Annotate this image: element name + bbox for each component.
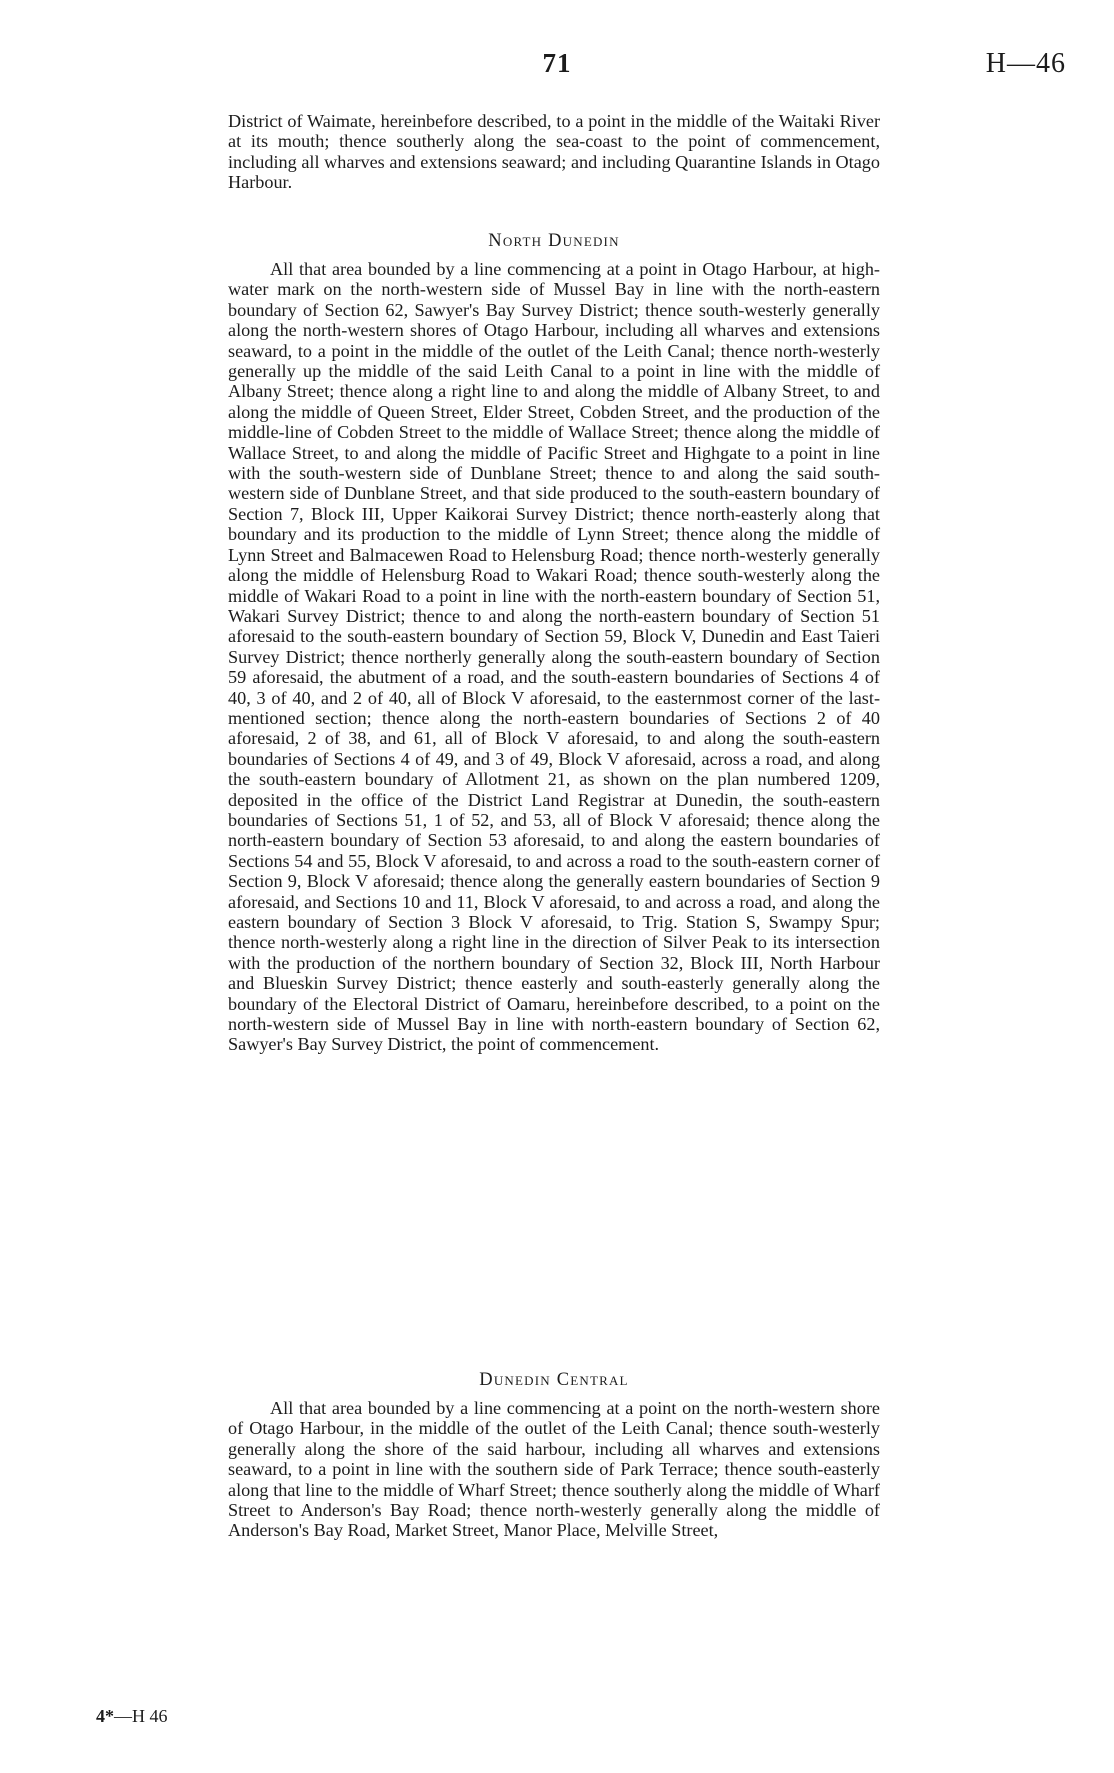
section-heading-dunedin-central: Dunedin Central bbox=[479, 1370, 629, 1390]
section-body-dunedin-central bbox=[228, 1398, 880, 1541]
section-paragraph: All that area bounded by a line commencing at a point in Otago Harbour, at high-water mark on the north-western side of Mussel Bay in line with the north-eastern boundary of Section 62, Sawyer's Bay Survey District; thence south-westerly generally along the north-western shores of Otago Harbour, including all wharves and extensions seaward, to a point in the middle of the outlet of the Leith Canal; thence north-westerly generally up the middle of the said Leith Canal to a point in line with the middle of Albany Street; thence along a right line to and along the middle of Albany Street, to and along the middle of Queen Street, Elder Street, Cobden Street, and the production of the middle-line of Cobden Street to the middle of Wallace Street; thence along the middle of Wallace Street, to and along the middle of Pacific Street and Highgate to a point in line with the south-western side of Dunblane Street; thence to and along the said south-western side of Dunblane Street, and that side produced to the south-eastern boundary of Section 7, Block III, Upper Kaikorai Survey District; thence north-easterly along that boundary and its production to the middle of Lynn Street; thence along the middle of Lynn Street and Balmacewen Road to Helensburg Road; thence north-westerly generally along the middle of Helensburg Road to Wakari Road; thence south-westerly along the middle of Wakari Road to a point in line with the north-eastern boundary of Section 51, Wakari Survey District; thence to and along the north-eastern boundary of Section 51 aforesaid to the south-eastern boundary of Section 59, Block V, Dunedin and East Taieri Survey District; thence northerly generally along the south-eastern boundary of Section 59 aforesaid, the abutment of a road, and the south-eastern boundaries of Sections 4 of 40, 3 of 40, and 2 of 40, all of Block V aforesaid, to the easternmost corner of the last-mentioned section; thence along the north-eastern boundaries of Sections 2 of 40 aforesaid, 2 of 38, and 61, all of Block V aforesaid, to and along the south-eastern boundaries of Sections 4 of 49, and 3 of 49, Block V aforesaid, across a road, and along the south-eastern boundary of Allotment 21, as shown on the plan numbered 1209, deposited in the office of the District Land Registrar at Dunedin, the south-eastern boundaries of Sections 51, 1 of 52, and 53, all of Block V aforesaid; thence along the north-eastern boundary of Section 53 aforesaid, to and along the eastern boundaries of Sections 54 and 55, Block V aforesaid, to and across a road to the south-eastern corner of Section 9, Block V aforesaid; thence along the generally eastern boundaries of Section 9 aforesaid, and Sections 10 and 11, Block V aforesaid, to and across a road, and along the eastern boundary of Section 3 Block V aforesaid, to Trig. Station S, Swampy Spur; thence north-westerly along a right line in the direction of Silver Peak to its intersection with the production of the northern boundary of Section 32, Block III, North Harbour and Blueskin Survey District; thence easterly and south-easterly generally along the boundary of the Electoral District of Oamaru, hereinbefore described, to a point on the north-western side of Mussel Bay in line with north-eastern boundary of Section 62, Sawyer's Bay Survey District, the point of commencement. bbox=[228, 259, 880, 1055]
intro-paragraph-block bbox=[228, 111, 880, 193]
section-body-north-dunedin bbox=[228, 259, 880, 1055]
document-reference: H—46 bbox=[985, 48, 1066, 79]
footer-sheet-reference bbox=[96, 1706, 168, 1727]
intro-paragraph: District of Waimate, hereinbefore described, to a point in the middle of the Waitaki River at its mouth; thence southerly along the sea-coast to the point of commencement, including all wharves and extensions seaward; and including Quarantine Islands in Otago Harbour. bbox=[228, 111, 880, 193]
page-number: 71 bbox=[542, 48, 572, 78]
section-paragraph: All that area bounded by a line commencing at a point on the north-western shore of Otago Harbour, in the middle of the outlet of the Leith Canal; thence south-westerly generally along the shore of the said harbour, including all wharves and extensions seaward, to a point in line with the southern side of Park Terrace; thence south-easterly along that line to the middle of Wharf Street; thence southerly along the middle of Wharf Street to Anderson's Bay Road; thence north-westerly generally along the middle of Anderson's Bay Road, Market Street, Manor Place, Melville Street, bbox=[228, 1398, 880, 1541]
footer-sheet-ref: —H 46 bbox=[114, 1706, 168, 1726]
section-heading-north-dunedin: North Dunedin bbox=[488, 231, 620, 251]
footer-sheet-mark: 4* bbox=[96, 1706, 114, 1726]
